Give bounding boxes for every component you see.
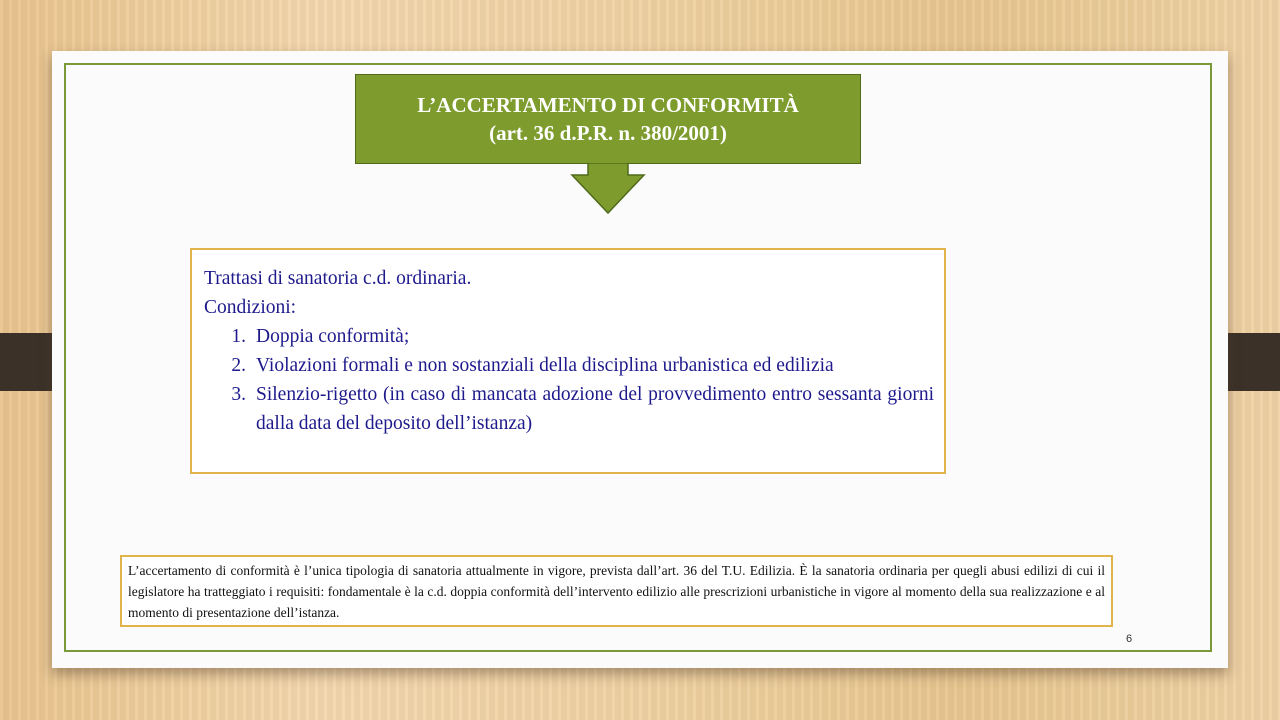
conditions-box xyxy=(190,248,946,474)
list-item xyxy=(204,322,934,351)
footnote-text: L’accertamento di conformità è l’unica tipologia di sanatoria attualmente in vigore, prevista dall’art. 36 del T.U. Edilizia. È la sanatoria ordinaria per quegli abusi edilizi di cui il legislatore ha tratteggiato i requisiti: fondamentale è la c.d. doppia conformità dell’intervento edilizio alle prescrizioni urbanistiche in vigore al momento della sua realizzazione e al momento di presentazione dell’istanza. xyxy=(128,563,1105,620)
footnote-box xyxy=(120,555,1113,627)
title-line-2: (art. 36 d.P.R. n. 380/2001) xyxy=(489,121,727,145)
list-item-number: 2. xyxy=(231,355,246,376)
list-item xyxy=(204,380,934,438)
page-number: 6 xyxy=(1126,633,1133,645)
list-item xyxy=(204,351,934,380)
title-box xyxy=(355,74,861,164)
title-line-1: L’ACCERTAMENTO DI CONFORMITÀ xyxy=(417,93,799,117)
down-arrow-icon xyxy=(570,163,646,215)
intro-text: Trattasi di sanatoria c.d. ordinaria. xyxy=(204,268,472,289)
list-item-text: Silenzio-rigetto (in caso di mancata adozione del provvedimento entro sessanta giorni dalla data del deposito dell’istanza) xyxy=(256,384,934,434)
list-item-number: 1. xyxy=(231,326,246,347)
list-item-text: Doppia conformità; xyxy=(256,326,410,347)
slide xyxy=(52,51,1228,668)
conditions-list xyxy=(204,322,934,438)
list-item-text: Violazioni formali e non sostanziali della disciplina urbanistica ed edilizia xyxy=(256,355,834,376)
list-item-number: 3. xyxy=(231,384,246,405)
conditions-label: Condizioni: xyxy=(204,297,297,318)
